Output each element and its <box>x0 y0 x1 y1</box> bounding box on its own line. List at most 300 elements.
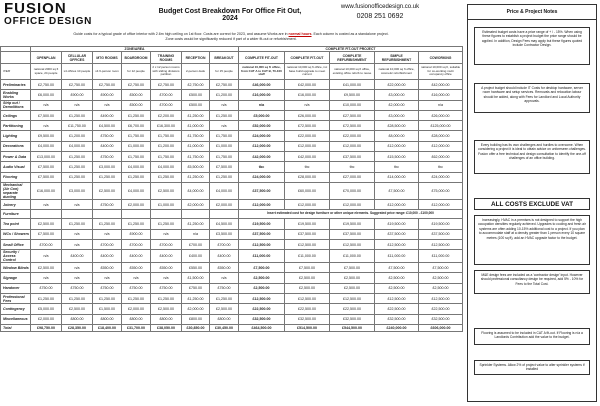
table-cell: £22,500.00 <box>330 304 375 314</box>
table-cell: £12,000.00 <box>375 199 419 209</box>
column-header: COMPLETE FIT-OUT <box>285 52 330 64</box>
table-cell: £750.00 <box>151 283 182 293</box>
total-cell: £30,850.00 <box>182 324 210 331</box>
table-cell: £1,750.00 <box>151 131 182 141</box>
table-cell: £7,500.00 <box>31 110 62 120</box>
table-cell: tbc <box>419 162 463 172</box>
table-cell: £900.00 <box>62 90 93 100</box>
table-cell: £2,750.00 <box>31 80 62 90</box>
table-cell: £27,000.00 <box>330 172 375 182</box>
total-cell: £98,750.00 <box>31 324 62 331</box>
table-cell: £12,000.00 <box>239 199 285 209</box>
row-item-label: Mechanical (Air Con) separate ducting <box>1 182 31 199</box>
table-cell: £60,000.00 <box>285 182 330 199</box>
table-cell: £1,250.00 <box>151 219 182 229</box>
row-item-label: Contingency <box>1 304 31 314</box>
table-cell: £24,000.00 <box>419 172 463 182</box>
table-cell: £750.00 <box>93 152 122 162</box>
column-description: national 10,000 sq ft office, cosmetic refurbishment <box>375 64 419 80</box>
intro-line1-start: Guide costs for a typical grade of office interior with 2.6m high ceiling on 1st floor. Costs are correct for 2023, and assume Works are in <box>73 32 289 36</box>
table-cell: £750.00 <box>93 199 122 209</box>
row-item-label: Enabling Works <box>1 90 31 100</box>
row-item-label: Strip out / Demolitions <box>1 100 31 110</box>
table-cell: £1,250.00 <box>122 110 151 120</box>
table-cell: £2,500.00 <box>419 283 463 293</box>
table-cell: £1,250.00 <box>210 172 239 182</box>
column-description-row <box>1 64 463 80</box>
table-cell: n/a <box>210 121 239 131</box>
table-cell: £1,250.00 <box>62 110 93 120</box>
table-cell: £1,750.00 <box>122 131 151 141</box>
table-cell: £125,000.00 <box>419 121 463 131</box>
row-item-label: Lighting <box>1 131 31 141</box>
table-cell: £19,500.00 <box>285 219 330 229</box>
table-cell <box>151 210 182 219</box>
table-cell: £37,500.00 <box>285 229 330 239</box>
table-cell: £7,500.00 <box>31 162 62 172</box>
column-header: COMPLETE REFURBISHMENT <box>330 52 375 64</box>
table-row <box>1 273 463 283</box>
table-cell: £12,500.00 <box>419 239 463 249</box>
table-cell: £750.00 <box>62 283 93 293</box>
table-cell: £400.00 <box>93 141 122 151</box>
table-cell: tbc <box>330 162 375 172</box>
table-cell: n/a <box>151 273 182 283</box>
table-cell: £12,500.00 <box>330 294 375 304</box>
logo-line-2: OFFICE DESIGN <box>4 16 93 27</box>
table-cell: £750.00 <box>210 283 239 293</box>
table-cell: £12,000.00 <box>285 141 330 151</box>
table-cell: £1,250.00 <box>122 294 151 304</box>
table-cell: £1,250.00 <box>93 172 122 182</box>
table-cell: £800.00 <box>62 314 93 324</box>
table-cell: £22,500.00 <box>419 304 463 314</box>
table-cell: £500.00 <box>182 100 210 110</box>
table-cell: £8,000.00 <box>375 131 419 141</box>
total-cell: £514,500.00 <box>285 324 330 331</box>
table-cell: £70,000.00 <box>330 182 375 199</box>
table-cell: £1,750.00 <box>122 152 151 162</box>
table-cell: £22,500.00 <box>285 304 330 314</box>
table-cell: £700.00 <box>93 239 122 249</box>
column-description: x4 offices 10 people <box>62 64 93 80</box>
table-cell: £12,500.00 <box>285 239 330 249</box>
table-cell: £37,500.00 <box>330 152 375 162</box>
item-header: ITEM <box>1 64 31 80</box>
table-cell: £1,250.00 <box>122 172 151 182</box>
table-cell: £750.00 <box>182 283 210 293</box>
table-cell: £26,000.00 <box>285 110 330 120</box>
row-item-label: Power & Data <box>1 152 31 162</box>
table-cell: £12,000.00 <box>419 199 463 209</box>
column-header: COWORKING <box>419 52 463 64</box>
table-cell: £500.00 <box>182 90 210 100</box>
table-cell: £3,000.00 <box>375 90 419 100</box>
column-description: national 2000 sq ft space, 24 people <box>31 64 62 80</box>
table-row <box>1 110 463 120</box>
table-cell: £750.00 <box>122 283 151 293</box>
table-cell: £2,500.00 <box>330 273 375 283</box>
table-cell: £2,000.00 <box>375 100 419 110</box>
table-row <box>1 80 463 90</box>
table-cell: £1,000.00 <box>122 141 151 151</box>
table-cell: £32,500.00 <box>285 314 330 324</box>
table-cell: £37,500.00 <box>419 229 463 239</box>
table-cell: £32,500.00 <box>375 314 419 324</box>
table-cell <box>62 210 93 219</box>
table-cell: £7,500.00 <box>285 263 330 273</box>
column-description: national 10,000 sq ft office, existing office refurb to reuse <box>330 64 375 80</box>
table-cell: n/a <box>31 121 62 131</box>
notes-title: Price & Project Notes <box>506 9 558 15</box>
table-cell: £16,000.00 <box>239 90 285 100</box>
row-item-label: Security / Access Control <box>1 250 31 263</box>
column-description: national 10,000 sq ft office, from CAT A to CAT B, 70-100 staff <box>239 64 285 80</box>
column-header: OPENPLAN <box>31 52 62 64</box>
total-cell: £544,500.00 <box>330 324 375 331</box>
column-description: 2 x 12 person rooms with sliding divisions partition <box>151 64 182 80</box>
table-cell: £5,000.00 <box>31 304 62 314</box>
column-header: COMPLETE FIT-OUT <box>239 52 285 64</box>
sheet-title: Budget Cost Breakdown For Office Fit Out, 2024 <box>158 8 302 22</box>
table-cell: £12,500.00 <box>285 294 330 304</box>
table-cell: n/a <box>210 273 239 283</box>
table-cell: £700.00 <box>210 239 239 249</box>
column-header-row <box>1 52 463 64</box>
total-cell: £28,350.00 <box>62 324 93 331</box>
table-cell: £2,500.00 <box>285 283 330 293</box>
table-cell <box>210 210 239 219</box>
table-cell: £2,500.00 <box>419 273 463 283</box>
table-cell: £1,000.00 <box>151 199 182 209</box>
table-cell: £2,500.00 <box>210 304 239 314</box>
table-row <box>1 162 463 172</box>
table-cell: £7,500.00 <box>375 263 419 273</box>
table-cell: £7,500.00 <box>375 182 419 199</box>
table-cell: £12,000.00 <box>285 199 330 209</box>
table-cell: £3,000.00 <box>93 162 122 172</box>
total-cell: £240,000.00 <box>375 324 419 331</box>
table-cell: £7,500.00 <box>419 263 463 273</box>
furniture-banner-note: Insert estimated cost for design furniture or other unique elements. Suggested price range: £10,000 - £100,000 <box>239 210 463 219</box>
column-description: x4 6-person room <box>93 64 122 80</box>
table-cell: £2,500.00 <box>31 263 62 273</box>
column-description: national 10,000 sq ft office, inc base build upgrade to meet current <box>285 64 330 80</box>
table-cell: £2,500.00 <box>62 304 93 314</box>
table-cell: £550.00 <box>122 263 151 273</box>
table-cell: £22,000.00 <box>375 80 419 90</box>
table-cell: £1,250.00 <box>62 172 93 182</box>
table-cell: £2,000.00 <box>182 304 210 314</box>
table-cell: £900.00 <box>122 229 151 239</box>
table-cell: £1,250.00 <box>151 294 182 304</box>
table-cell: £3,000.00 <box>375 110 419 120</box>
table-cell: £28,000.00 <box>285 172 330 182</box>
table-cell: £3,000.00 <box>62 182 93 199</box>
table-cell: £2,500.00 <box>330 283 375 293</box>
table-cell: £2,000.00 <box>182 199 210 209</box>
row-item-label: Flooring <box>1 172 31 182</box>
table-cell: £490.00 <box>93 110 122 120</box>
note-me-design-fees: M&E design fees are included as a 'contractor design' input. However should professional consultancy design be required, add 5% - 10% for Fees to the Total Cost. <box>474 270 590 294</box>
table-cell: £7,500.00 <box>31 229 62 239</box>
table-cell: £7,500.00 <box>330 263 375 273</box>
website-link[interactable]: www.fusionofficedesign.co.uk <box>340 4 420 10</box>
row-item-label: Signage <box>1 273 31 283</box>
row-item-label: WCs / Showers <box>1 229 31 239</box>
table-cell: £9,500.00 <box>31 131 62 141</box>
table-cell: £32,500.00 <box>239 314 285 324</box>
fusion-logo <box>4 2 92 27</box>
table-cell: n/a <box>93 273 122 283</box>
table-cell: £2,750.00 <box>182 80 210 90</box>
table-cell: £2,750.00 <box>151 80 182 90</box>
table-row <box>1 219 463 229</box>
table-cell <box>31 210 62 219</box>
intro-text <box>0 32 462 42</box>
table-cell: £12,000.00 <box>375 141 419 151</box>
row-item-label: Decorations <box>1 141 31 151</box>
table-cell: £1,250.00 <box>182 219 210 229</box>
table-cell: £1,250.00 <box>62 162 93 172</box>
table-cell: tbc <box>375 162 419 172</box>
table-cell: £28,500.00 <box>375 121 419 131</box>
table-cell: £2,750.00 <box>93 80 122 90</box>
table-cell: £7,500.00 <box>31 172 62 182</box>
header-spacer <box>1 52 31 64</box>
row-item-label: Ceilings <box>1 110 31 120</box>
table-row <box>1 152 463 162</box>
table-cell: £6,700.00 <box>122 121 151 131</box>
note-price-range: Estimated budget costs have a price range of + / - 15%. When using these figures to establish a project budget the price range should be applied. In addition, Design Fees may apply but these figures quoted include Contractor Design. <box>474 27 590 65</box>
table-cell: £28,000.00 <box>419 131 463 141</box>
table-cell: £550.00 <box>210 263 239 273</box>
table-cell: £400.00 <box>210 250 239 263</box>
table-cell: £19,500.00 <box>330 219 375 229</box>
table-row <box>1 283 463 293</box>
table-cell: n/a <box>419 100 463 110</box>
table-cell: £7,500.00 <box>239 263 285 273</box>
table-cell: £2,500.00 <box>151 182 182 199</box>
table-cell: £7,500.00 <box>210 162 239 172</box>
note-project-budget: A project budget should include IT Costs for desktop hardware, server room hardware and setup services. Removals and relocation labour should be added, along with Fees for Landlord and Local Authority approvals. <box>474 83 590 113</box>
table-cell: £2,500.00 <box>239 283 285 293</box>
table-cell: £6,000.00 <box>31 90 62 100</box>
table-cell: £11,000.00 <box>239 250 285 263</box>
table-cell: £400.00 <box>151 250 182 263</box>
table-cell: £700.00 <box>151 100 182 110</box>
table-cell: £550.00 <box>182 263 210 273</box>
total-cell: £30,450.00 <box>210 324 239 331</box>
table-cell: £75,000.00 <box>419 182 463 199</box>
table-cell: £1,250.00 <box>210 294 239 304</box>
table-cell: £15,500.00 <box>375 152 419 162</box>
table-row <box>1 239 463 249</box>
table-cell: n/a <box>62 100 93 110</box>
column-header: BOARDROOM <box>122 52 151 64</box>
table-cell: n/a <box>151 229 182 239</box>
row-item-label: Small Office <box>1 239 31 249</box>
table-cell: £800.00 <box>210 314 239 324</box>
table-row <box>1 263 463 273</box>
table-cell: £4,000.00 <box>210 182 239 199</box>
table-cell: n/a <box>62 239 93 249</box>
table-cell: n/a <box>62 229 93 239</box>
row-item-label: Audio Visual <box>1 162 31 172</box>
table-cell: £700.00 <box>151 239 182 249</box>
table-cell: n/a <box>93 100 122 110</box>
table-cell: £700.00 <box>182 239 210 249</box>
note-building-challenges: Every building has its own challenges and hurdles to overcome. When considering a project it is ideal to obtain advice on unforeseen challenges. Fusion offer a free technical and design consultation to identify the one-off challenges of an office building. <box>474 140 590 174</box>
notes-panel <box>467 4 597 402</box>
table-cell: £37,500.00 <box>330 229 375 239</box>
total-cell: £18,400.00 <box>93 324 122 331</box>
intro-emphasis: normal hours <box>288 32 312 36</box>
table-cell: £700.00 <box>151 90 182 100</box>
table-cell: £37,500.00 <box>375 229 419 239</box>
table-cell: n/a <box>31 250 62 263</box>
table-cell: n/a <box>239 100 285 110</box>
table-cell: £24,000.00 <box>239 172 285 182</box>
table-row <box>1 100 463 110</box>
table-cell: £2,000.00 <box>122 199 151 209</box>
table-cell: £1,750.00 <box>210 131 239 141</box>
table-cell: £11,000.00 <box>285 250 330 263</box>
column-header: SIMPLE REFURBISHMENT <box>375 52 419 64</box>
table-row <box>1 182 463 199</box>
table-cell: £46,000.00 <box>239 80 285 90</box>
table-row <box>1 131 463 141</box>
table-cell: £2,500.00 <box>375 283 419 293</box>
table-cell: £32,500.00 <box>330 314 375 324</box>
table-cell: £4,000.00 <box>122 182 151 199</box>
table-cell: £750.00 <box>93 283 122 293</box>
column-header: TRAINING ROOMS <box>151 52 182 64</box>
note-sprinklers: Sprinkler Systems. Allow 2% of project value to alter sprinkler systems if installed <box>474 360 590 375</box>
table-cell: £500.00 <box>122 90 151 100</box>
table-cell: £500.00 <box>122 100 151 110</box>
table-cell: £11,000.00 <box>375 250 419 263</box>
column-description: national 10,000 sq ft, suitable for co-working multi occupancy office <box>419 64 463 80</box>
table-cell: £1,000.00 <box>182 121 210 131</box>
table-cell: £900.00 <box>93 90 122 100</box>
table-cell: £42,000.00 <box>239 152 285 162</box>
table-cell: £400.00 <box>93 250 122 263</box>
table-cell: n/a <box>62 273 93 283</box>
table-cell: £22,000.00 <box>330 131 375 141</box>
table-cell: £37,500.00 <box>239 229 285 239</box>
table-cell: £1,000.00 <box>210 141 239 151</box>
table-cell: £1,750.00 <box>182 152 210 162</box>
table-cell: £41,000.00 <box>330 80 375 90</box>
table-cell: n/a <box>62 263 93 273</box>
table-cell: £1,250.00 <box>93 294 122 304</box>
table-cell: £22,000.00 <box>285 131 330 141</box>
table-cell: £42,000.00 <box>285 152 330 162</box>
table-cell: £400.00 <box>182 250 210 263</box>
table-cell: £2,500.00 <box>239 273 285 283</box>
table-cell: £1,200.00 <box>151 141 182 151</box>
row-item-label: Tea point <box>1 219 31 229</box>
table-cell: £1,250.00 <box>182 294 210 304</box>
table-cell: £700.00 <box>31 239 62 249</box>
table-cell: £2,500.00 <box>285 273 330 283</box>
total-cell: £38,050.00 <box>151 324 182 331</box>
table-cell: £2,000.00 <box>210 199 239 209</box>
table-cell: £800.00 <box>122 314 151 324</box>
table-cell: £4,000.00 <box>151 162 182 172</box>
table-row <box>1 172 463 182</box>
table-cell: £42,000.00 <box>419 80 463 90</box>
row-item-label: Partitioning <box>1 121 31 131</box>
total-row <box>1 324 463 331</box>
table-cell: £27,500.00 <box>330 110 375 120</box>
column-header: CELLULAR OFFICES <box>62 52 93 64</box>
total-label: Total <box>1 324 31 331</box>
table-cell: £10,000.00 <box>330 100 375 110</box>
table-cell: £12,500.00 <box>375 239 419 249</box>
row-item-label: Professional Fees <box>1 294 31 304</box>
table-cell: n/a <box>285 100 330 110</box>
table-cell <box>122 210 151 219</box>
table-cell: £16,000.00 <box>285 90 330 100</box>
table-cell: £24,000.00 <box>239 131 285 141</box>
table-cell: £1,500.00 <box>182 273 210 283</box>
table-cell: n/a <box>31 100 62 110</box>
table-cell: £62,000.00 <box>419 152 463 162</box>
table-cell <box>182 210 210 219</box>
table-cell: £12,500.00 <box>239 239 285 249</box>
table-cell: £2,000.00 <box>31 314 62 324</box>
table-cell: £700.00 <box>122 239 151 249</box>
table-cell: £13,000.00 <box>31 152 62 162</box>
row-item-label: Furniture <box>1 210 31 219</box>
table-cell: £5,500.00 <box>182 162 210 172</box>
table-cell: £1,750.00 <box>210 152 239 162</box>
table-cell: £1,200.00 <box>62 131 93 141</box>
table-row <box>1 294 463 304</box>
row-item-label: Window Blinds <box>1 263 31 273</box>
row-item-label: Handover <box>1 283 31 293</box>
table-cell: £800.00 <box>93 314 122 324</box>
table-cell: £1,500.00 <box>93 304 122 314</box>
table-cell: £26,000.00 <box>419 110 463 120</box>
table-cell: n/a <box>62 199 93 209</box>
table-cell: £2,750.00 <box>62 80 93 90</box>
column-description: 2-person desk <box>182 64 210 80</box>
table-cell: £1,250.00 <box>31 294 62 304</box>
column-header: RECEPTION <box>182 52 210 64</box>
table-cell: £4,000.00 <box>182 182 210 199</box>
phone-number: 0208 251 0692 <box>356 13 404 20</box>
table-cell: £2,750.00 <box>210 80 239 90</box>
table-cell: £550.00 <box>151 263 182 273</box>
table-cell: £19,500.00 <box>239 219 285 229</box>
table-row <box>1 141 463 151</box>
table-cell: £1,200.00 <box>210 90 239 100</box>
table-cell: £12,500.00 <box>375 294 419 304</box>
table-cell: £5,000.00 <box>239 110 285 120</box>
table-cell: £12,000.00 <box>330 199 375 209</box>
table-cell: £2,200.00 <box>151 110 182 120</box>
table-cell: £800.00 <box>182 314 210 324</box>
table-cell: £12,000.00 <box>419 141 463 151</box>
table-cell: £9,500.00 <box>330 90 375 100</box>
table-cell: £750.00 <box>93 131 122 141</box>
contact-info <box>315 3 445 21</box>
table-cell: £19,500.00 <box>375 219 419 229</box>
group-complete-fit-out: COMPLETE FIT-OUT PROJECT <box>239 47 463 52</box>
